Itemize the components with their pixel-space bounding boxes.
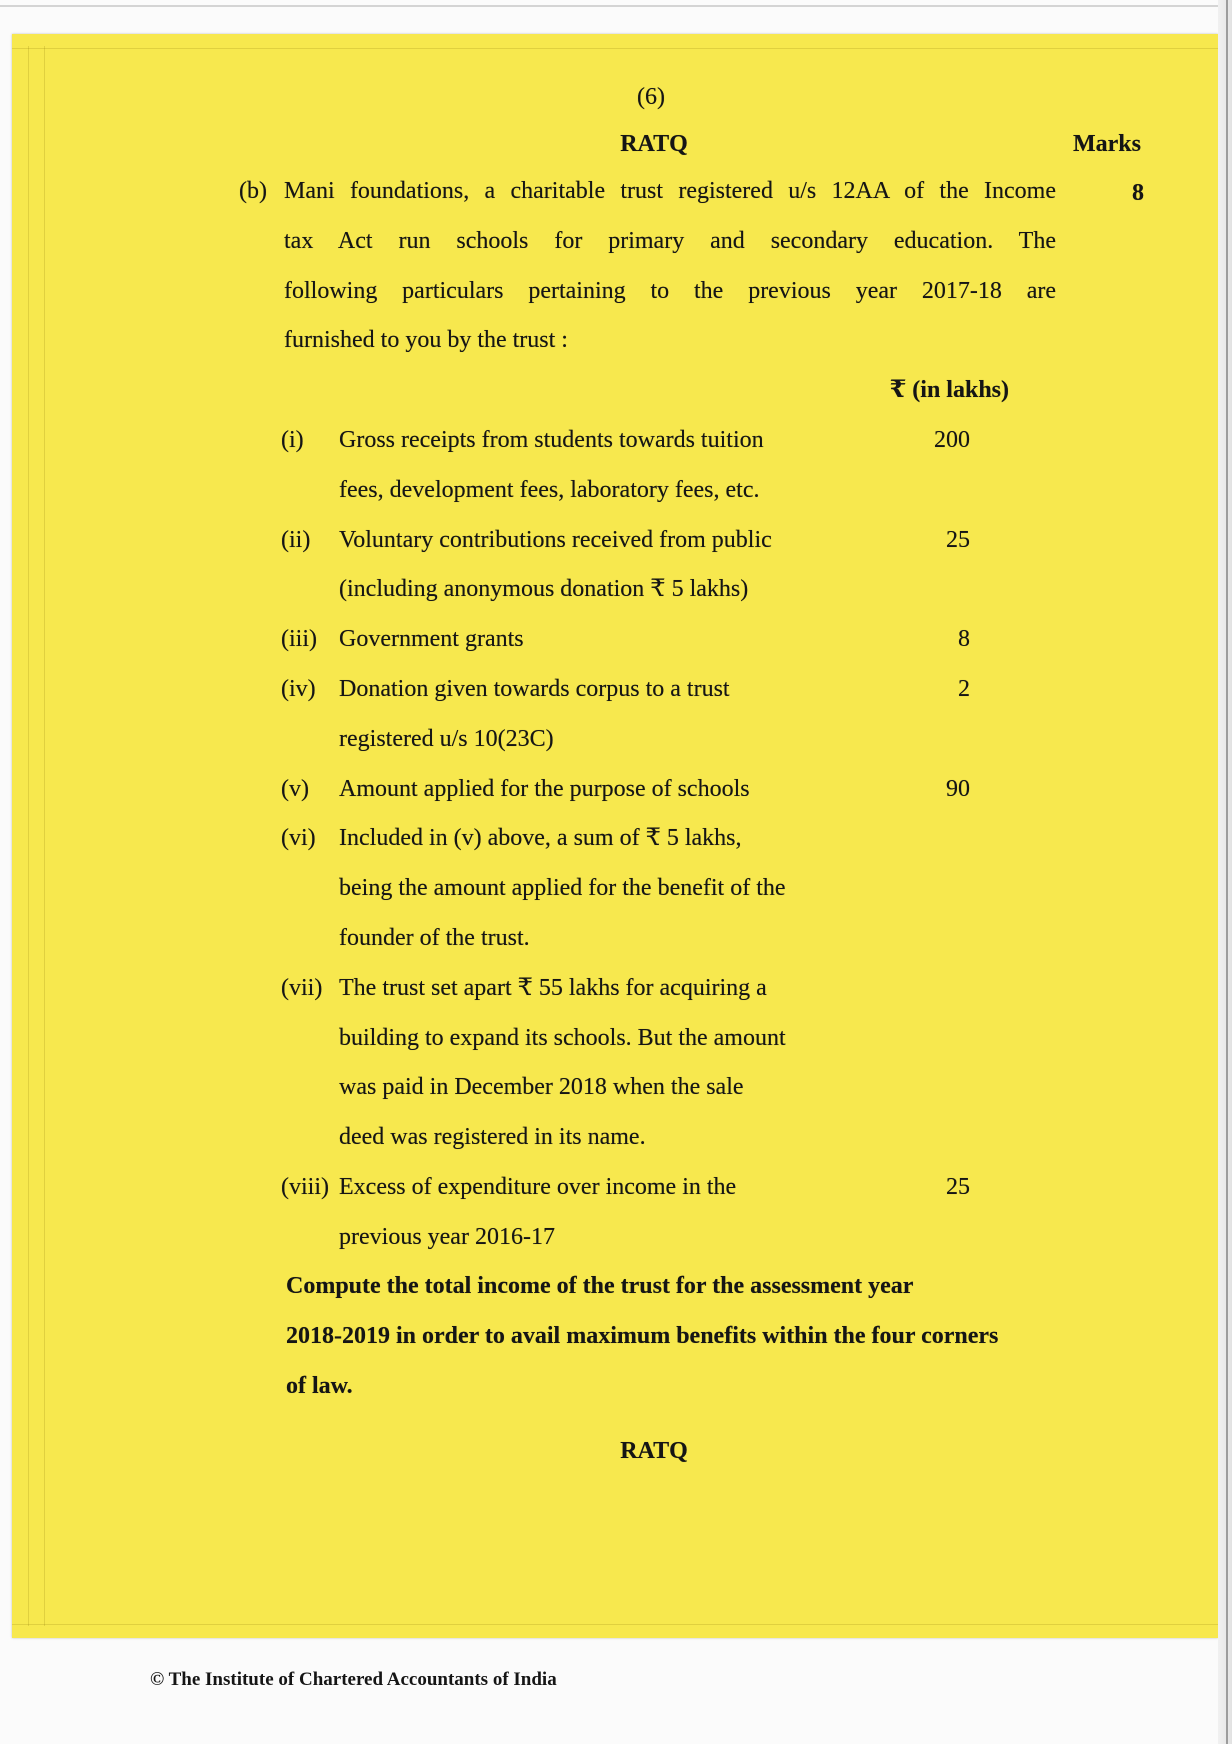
list-item bbox=[281, 765, 970, 815]
item-number: (viii) bbox=[281, 1173, 329, 1200]
sheet-layer-edge bbox=[28, 46, 29, 1626]
item-line: Amount applied for the purpose of schools bbox=[339, 775, 750, 802]
item-text bbox=[339, 964, 880, 1163]
item-number: (v) bbox=[281, 775, 309, 802]
sheet-layer-edge bbox=[12, 1624, 1218, 1625]
item-line: registered u/s 10(23C) bbox=[339, 725, 554, 752]
item-amount: 90 bbox=[946, 775, 970, 802]
scan-right-edge bbox=[1218, 0, 1232, 1744]
item-line: Government grants bbox=[339, 626, 524, 653]
item-text bbox=[339, 516, 880, 616]
page-number: (6) bbox=[637, 84, 665, 110]
unit-heading: ₹ (in lakhs) bbox=[889, 377, 1009, 403]
list-item bbox=[281, 814, 970, 963]
item-line: building to expand its schools. But the amount bbox=[339, 1024, 786, 1051]
scan-right-edge-line bbox=[1226, 0, 1228, 1744]
item-number: (i) bbox=[281, 427, 304, 453]
sheet-layer-edge bbox=[44, 46, 45, 1626]
item-line: Voluntary contributions received from public bbox=[339, 526, 772, 553]
item-amount: 2 bbox=[958, 675, 970, 702]
item-line: Donation given towards corpus to a trust bbox=[339, 675, 730, 702]
item-text bbox=[339, 416, 880, 516]
item-line: Excess of expenditure over income in the bbox=[339, 1173, 737, 1200]
list-item bbox=[281, 964, 970, 1163]
item-number: (vii) bbox=[281, 974, 323, 1001]
item-line: previous year 2016-17 bbox=[339, 1223, 555, 1250]
list-item bbox=[281, 1163, 970, 1263]
intro-line: Mani foundations, a charitable trust registered u/s 12AA of the Income bbox=[284, 178, 1056, 204]
item-number: (vi) bbox=[281, 825, 316, 852]
intro-line: tax Act run schools for primary and secondary education. The bbox=[284, 227, 1056, 254]
item-line: was paid in December 2018 when the sale bbox=[339, 1074, 744, 1101]
item-text bbox=[339, 814, 880, 963]
question-marks: 8 bbox=[1132, 180, 1144, 206]
particulars-list bbox=[281, 416, 970, 1263]
page-footer-ratq: RATQ bbox=[620, 1438, 688, 1464]
item-amount: 8 bbox=[958, 626, 970, 653]
instruction-line: 2018-2019 in order to avail maximum benefits within the four corners bbox=[286, 1322, 999, 1349]
item-line: fees, development fees, laboratory fees, etc. bbox=[339, 476, 760, 503]
question-instruction bbox=[286, 1262, 1086, 1411]
list-item bbox=[281, 516, 970, 616]
instruction-line: Compute the total income of the trust for the assessment year bbox=[286, 1273, 914, 1299]
item-amount: 200 bbox=[934, 427, 970, 453]
item-text bbox=[339, 665, 880, 765]
item-text bbox=[339, 615, 880, 665]
marks-column-heading: Marks bbox=[1073, 131, 1141, 157]
list-item bbox=[281, 615, 970, 665]
item-text bbox=[339, 765, 880, 815]
item-line: founder of the trust. bbox=[339, 924, 530, 951]
item-line: deed was registered in its name. bbox=[339, 1124, 646, 1151]
item-number: (iii) bbox=[281, 626, 317, 653]
copyright-notice: © The Institute of Chartered Accountants of India bbox=[150, 1669, 557, 1690]
item-line: The trust set apart ₹ 55 lakhs for acquiring a bbox=[339, 974, 767, 1001]
scan-top-edge bbox=[0, 5, 1218, 7]
item-number: (ii) bbox=[281, 526, 311, 553]
item-amount: 25 bbox=[946, 1173, 970, 1200]
item-line: being the amount applied for the benefit of the bbox=[339, 875, 786, 902]
instruction-line: of law. bbox=[286, 1372, 353, 1399]
page-header-ratq: RATQ bbox=[620, 131, 688, 157]
item-line: Included in (v) above, a sum of ₹ 5 lakhs, bbox=[339, 825, 742, 852]
item-number: (iv) bbox=[281, 675, 316, 702]
item-amount: 25 bbox=[946, 526, 970, 553]
question-intro bbox=[284, 167, 1056, 366]
intro-line: following particulars pertaining to the previous year 2017-18 are bbox=[284, 277, 1056, 304]
sheet-layer-edge bbox=[12, 48, 1218, 49]
item-text bbox=[339, 1163, 880, 1263]
list-item bbox=[281, 416, 970, 516]
intro-line: furnished to you by the trust : bbox=[284, 327, 568, 354]
question-label: (b) bbox=[239, 178, 267, 204]
item-line: (including anonymous donation ₹ 5 lakhs) bbox=[339, 576, 749, 603]
item-line: Gross receipts from students towards tuition bbox=[339, 427, 764, 453]
list-item bbox=[281, 665, 970, 765]
